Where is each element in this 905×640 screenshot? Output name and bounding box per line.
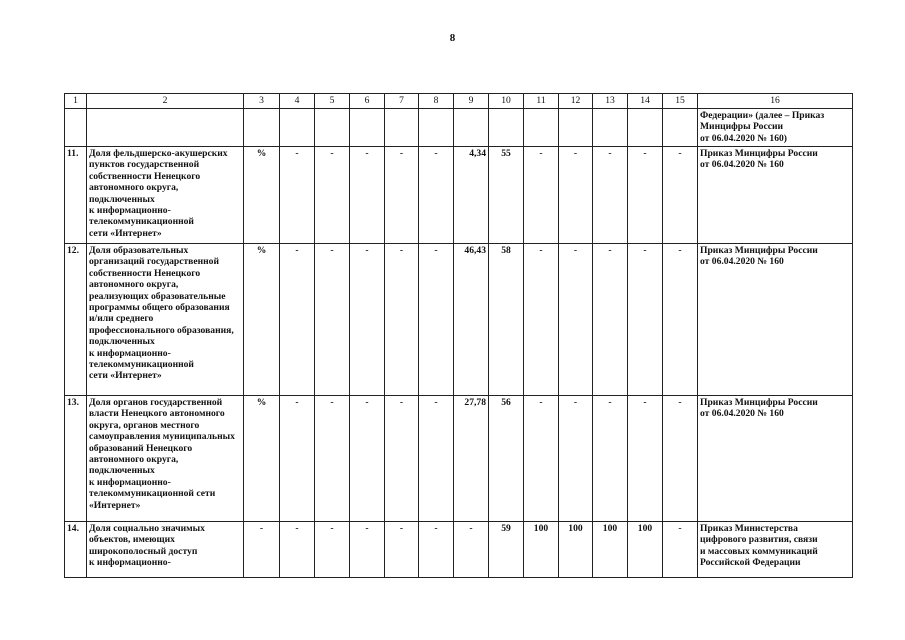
description-line: Доля социально значимых [89, 523, 205, 534]
continuation-row [65, 109, 853, 147]
cell-c11: - [524, 147, 559, 244]
source-line: Приказ Министерства [700, 523, 798, 534]
cell-num: 11. [65, 147, 87, 244]
source-line: Приказ Минцифры России [700, 245, 818, 256]
cell-c5: - [315, 396, 350, 522]
source-line: от 06.04.2020 № 160 [700, 159, 784, 171]
source-line: Приказ Минцифры России [700, 148, 818, 159]
cell-c10: 58 [489, 244, 524, 396]
description-line: подключенных [89, 336, 155, 348]
description-line: к информационно- [89, 205, 171, 217]
table-row [65, 147, 853, 244]
cell-c14: - [628, 147, 663, 244]
description-line: округа, органов местного [89, 419, 200, 431]
cell-source [698, 109, 853, 147]
column-header-14: 14 [628, 94, 663, 109]
table-row [65, 244, 853, 396]
table-row [65, 396, 853, 522]
cell-c9: - [454, 522, 489, 578]
description-line: пунктов государственной [89, 159, 200, 171]
cell-c7: - [385, 244, 419, 396]
cell-c11: - [524, 244, 559, 396]
description-line: программы общего образования [89, 302, 230, 314]
cell-c13: 100 [593, 522, 628, 578]
page-number: 8 [449, 32, 456, 44]
cell-c13: - [593, 396, 628, 522]
column-header-2: 2 [87, 94, 244, 109]
cell-c13: - [593, 147, 628, 244]
cell-c14: 100 [628, 522, 663, 578]
cell-c8: - [419, 522, 454, 578]
cell-unit: % [244, 396, 280, 522]
cell-c10: 55 [489, 147, 524, 244]
description-line: к информационно- [89, 347, 171, 359]
description-line: и/или среднего [89, 313, 154, 325]
cell-c12: - [559, 147, 593, 244]
cell-c9: 4,34 [454, 147, 489, 244]
cell-unit: % [244, 244, 280, 396]
description-line: реализующих образовательные [89, 290, 226, 302]
cell-desc [87, 147, 244, 244]
table-row [65, 522, 853, 578]
cell-c6: - [350, 244, 385, 396]
cell-c6: - [350, 147, 385, 244]
description-line: «Интернет» [89, 499, 141, 511]
source-line: от 06.04.2020 № 160 [700, 256, 784, 268]
source-line: от 06.04.2020 № 160) [700, 132, 787, 144]
cell-num [65, 109, 87, 147]
description-line: организаций государственной [89, 256, 219, 268]
description-line: сети «Интернет» [89, 227, 162, 239]
cell-c12: - [559, 396, 593, 522]
source-line: Федерации» (далее – Приказ [700, 110, 825, 121]
source-line: Российской Федерации [700, 557, 801, 569]
cell-c11: 100 [524, 522, 559, 578]
cell-c5: - [315, 522, 350, 578]
description-line: профессионального образования, [89, 324, 234, 336]
cell-desc [87, 522, 244, 578]
cell-c12: - [559, 244, 593, 396]
description-line: объектов, имеющих [89, 534, 175, 546]
cell-c9: 27,78 [454, 396, 489, 522]
cell-c9: 46,43 [454, 244, 489, 396]
cell-c14: - [628, 244, 663, 396]
column-number-row [65, 94, 853, 109]
source-line: Минцифры России [700, 121, 784, 133]
cell-c10: 59 [489, 522, 524, 578]
description-line: образований Ненецкого [89, 442, 193, 454]
cell-c8: - [419, 244, 454, 396]
cell-c10: 56 [489, 396, 524, 522]
column-header-5: 5 [315, 94, 350, 109]
column-header-13: 13 [593, 94, 628, 109]
source-line: цифрового развития, связи [700, 534, 818, 546]
column-header-4: 4 [280, 94, 315, 109]
column-header-9: 9 [454, 94, 489, 109]
cell-num: 12. [65, 244, 87, 396]
description-line: автономного округа, [89, 182, 179, 194]
description-line: автономного округа, [89, 454, 179, 466]
column-header-1: 1 [65, 94, 87, 109]
cell-c13: - [593, 244, 628, 396]
cell-c7: - [385, 522, 419, 578]
cell-c14: - [628, 396, 663, 522]
cell-c4: - [280, 244, 315, 396]
cell-c15: - [663, 244, 698, 396]
cell-c5: - [315, 147, 350, 244]
column-header-6: 6 [350, 94, 385, 109]
source-line: и массовых коммуникаций [700, 545, 818, 557]
cell-source [698, 396, 853, 522]
cell-c8: - [419, 396, 454, 522]
cell-c11: - [524, 396, 559, 522]
cell-c4: - [280, 147, 315, 244]
description-line: сети «Интернет» [89, 370, 162, 382]
cell-c15: - [663, 522, 698, 578]
cell-c15: - [663, 147, 698, 244]
cell-source [698, 244, 853, 396]
cell-c7: - [385, 147, 419, 244]
description-line: собственности Ненецкого [89, 267, 201, 279]
cell-unit: - [244, 522, 280, 578]
column-header-8: 8 [419, 94, 454, 109]
column-header-11: 11 [524, 94, 559, 109]
cell-c5: - [315, 244, 350, 396]
cell-desc [87, 244, 244, 396]
description-line: телекоммуникационной [89, 359, 194, 371]
description-line: Доля образовательных [89, 245, 189, 256]
cell-unit: % [244, 147, 280, 244]
cell-c12: 100 [559, 522, 593, 578]
description-line: собственности Ненецкого [89, 170, 201, 182]
cell-c4: - [280, 522, 315, 578]
cell-source [698, 522, 853, 578]
cell-c4: - [280, 396, 315, 522]
description-line: подключенных [89, 193, 155, 205]
description-line: власти Ненецкого автономного [89, 408, 225, 420]
cell-num: 13. [65, 396, 87, 522]
description-line: к информационно- [89, 557, 171, 569]
cell-c6: - [350, 522, 385, 578]
cell-desc [87, 396, 244, 522]
description-line: автономного округа, [89, 279, 179, 291]
cell-c6: - [350, 396, 385, 522]
cell-c8: - [419, 147, 454, 244]
description-line: телекоммуникационной [89, 216, 194, 228]
column-header-7: 7 [385, 94, 419, 109]
column-header-12: 12 [559, 94, 593, 109]
indicators-table [64, 93, 853, 578]
column-header-3: 3 [244, 94, 280, 109]
description-line: широкополосный доступ [89, 545, 198, 557]
cell-c15: - [663, 396, 698, 522]
column-header-16: 16 [698, 94, 853, 109]
source-line: Приказ Минцифры России [700, 397, 818, 408]
description-line: Доля фельдшерско-акушерских [89, 148, 228, 159]
column-header-10: 10 [489, 94, 524, 109]
description-line: подключенных [89, 465, 155, 477]
cell-source [698, 147, 853, 244]
column-header-15: 15 [663, 94, 698, 109]
description-line: телекоммуникационной сети [89, 488, 216, 500]
description-line: к информационно- [89, 476, 171, 488]
cell-c7: - [385, 396, 419, 522]
source-line: от 06.04.2020 № 160 [700, 408, 784, 420]
cell-num: 14. [65, 522, 87, 578]
cell-desc [87, 109, 244, 147]
description-line: Доля органов государственной [89, 397, 223, 408]
description-line: самоуправления муниципальных [89, 431, 235, 443]
